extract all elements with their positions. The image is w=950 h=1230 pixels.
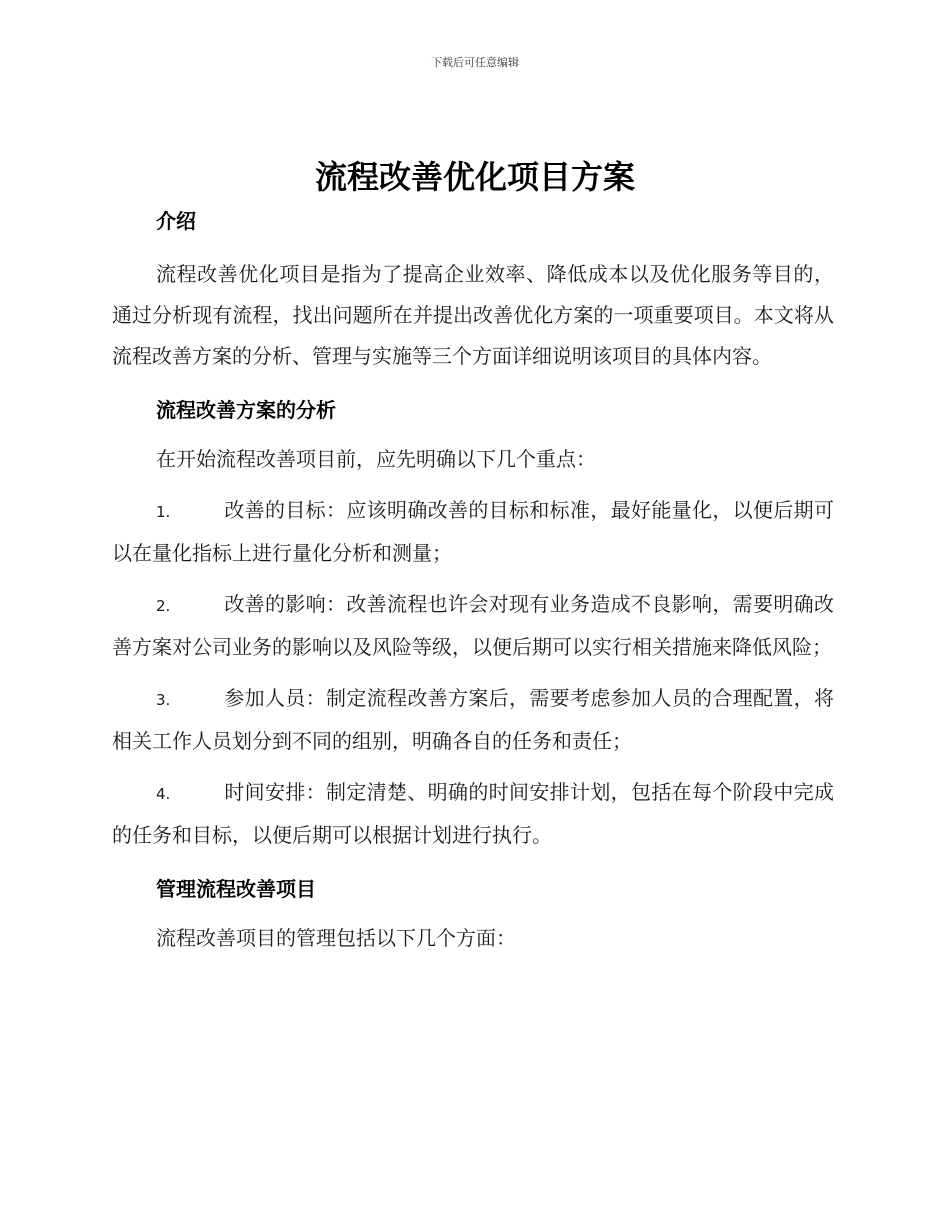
document-title: 流程改善优化项目方案	[314, 158, 635, 196]
list-item	[112, 772, 834, 856]
section-heading-analysis: 流程改善方案的分析	[156, 398, 336, 422]
list-text: 改善的目标：应该明确改善的目标和标准，最好能量化，以便后期可以在量化指标上进行量化分析和测量；	[112, 498, 834, 565]
list-number: 2.	[156, 597, 171, 615]
analysis-lead: 在开始流程改善项目前，应先明确以下几个重点：	[156, 447, 596, 471]
list-number: 3.	[156, 691, 171, 709]
intro-paragraph: 流程改善优化项目是指为了提高企业效率、降低成本以及优化服务等目的，通过分析现有流程，找出问题所在并提出改善优化方案的一项重要项目。本文将从流程改善方案的分析、管理与实施等三个方面详细说明该项目的具体内容。	[112, 262, 834, 368]
list-item	[112, 490, 834, 574]
management-lead: 流程改善项目的管理包括以下几个方面：	[156, 926, 516, 950]
list-number: 1.	[156, 503, 171, 521]
list-text: 时间安排：制定清楚、明确的时间安排计划，包括在每个阶段中完成的任务和目标，以便后期可以根据计划进行执行。	[112, 780, 834, 847]
list-text: 参加人员：制定流程改善方案后，需要考虑参加人员的合理配置，将相关工作人员划分到不同的组别，明确各自的任务和责任；	[112, 686, 834, 753]
list-item	[112, 678, 834, 762]
list-text: 改善的影响：改善流程也许会对现有业务造成不良影响，需要明确改善方案对公司业务的影响以及风险等级，以便后期可以实行相关措施来降低风险；	[112, 592, 834, 659]
section-heading-management: 管理流程改善项目	[156, 877, 316, 901]
header-note: 下载后可任意编辑	[431, 56, 519, 69]
section-heading-intro: 介绍	[156, 209, 196, 233]
list-number: 4.	[156, 785, 171, 803]
list-item	[112, 584, 834, 668]
document-body	[112, 202, 834, 959]
